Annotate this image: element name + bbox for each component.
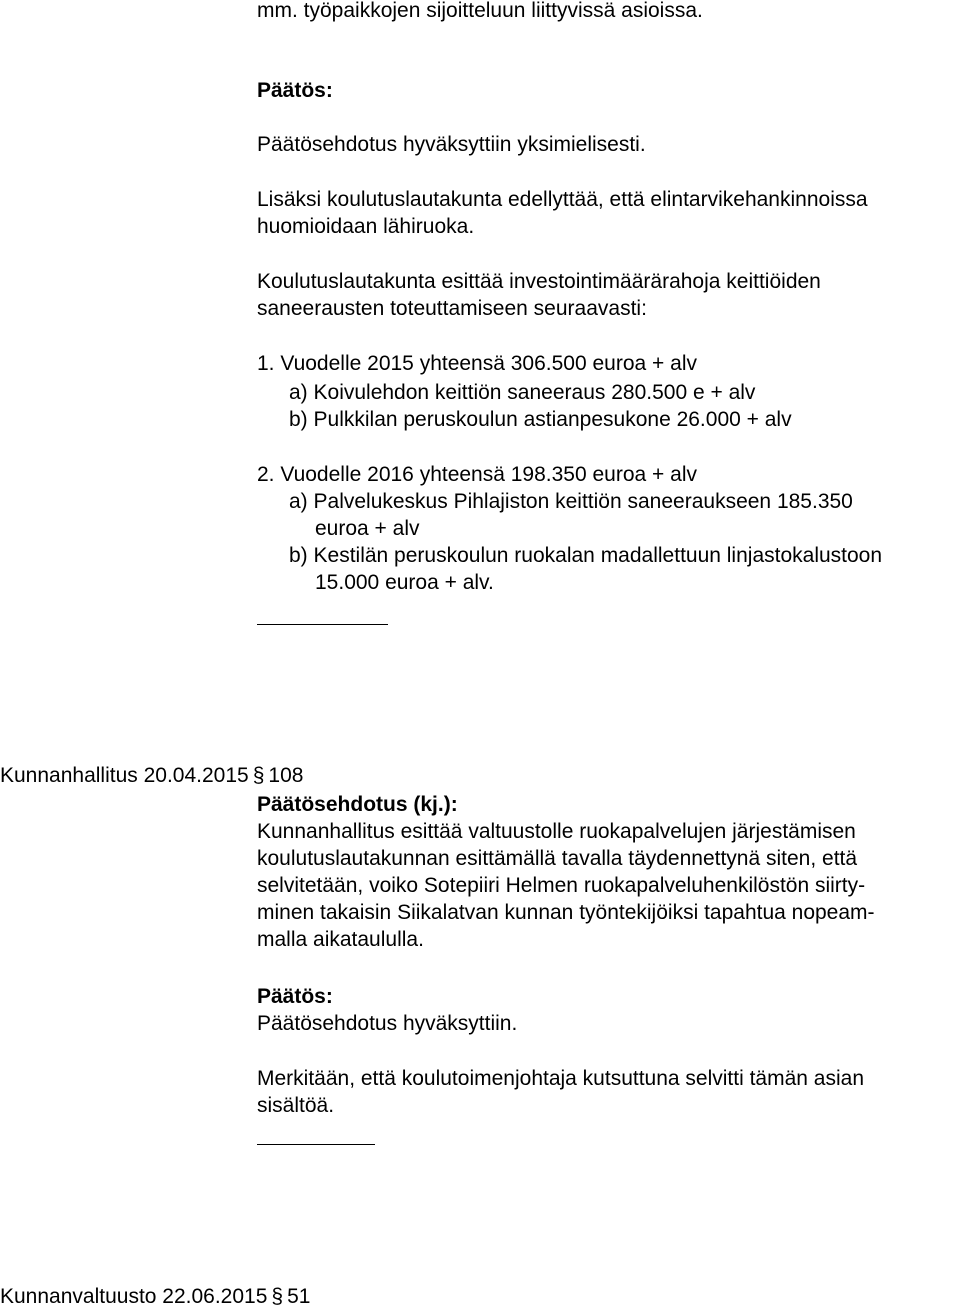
year-2015-item-a: a) Koivulehdon keittiön saneeraus 280.500 e + alv <box>289 381 756 404</box>
year-2016-heading: 2. Vuodelle 2016 yhteensä 198.350 euroa + alv <box>257 463 697 486</box>
decision-heading-2: Päätös: <box>257 985 333 1008</box>
reference-prefix: Kunnanhallitus 20.04.2015 <box>0 764 249 787</box>
reference-number-2: 51 <box>287 1285 311 1308</box>
section-divider-2 <box>257 1144 375 1145</box>
decision-text-2: Päätösehdotus hyväksyttiin. <box>257 1012 518 1035</box>
proposal-text-line-4: minen takaisin Siikalatvan kunnan työntekijöiksi tapahtua nopeam- <box>257 901 875 924</box>
proposal-text-line-2: koulutuslautakunnan esittämällä tavalla täydennettynä siten, että <box>257 847 858 870</box>
proposal-heading: Päätösehdotus (kj.): <box>257 793 458 816</box>
addition-line-1: Lisäksi koulutuslautakunta edellyttää, että elintarvikehankinnoissa <box>257 188 868 211</box>
kunnanhallitus-reference <box>0 763 303 789</box>
year-2015-item-b: b) Pulkkilan peruskoulun astianpesukone 26.000 + alv <box>289 408 792 431</box>
proposal-text-line-1: Kunnanhallitus esittää valtuustolle ruokapalvelujen järjestämisen <box>257 820 856 843</box>
proposal-text-line-3: selvitetään, voiko Sotepiiri Helmen ruokapalveluhenkilöstön siirty- <box>257 874 866 897</box>
addition-line-2: huomioidaan lähiruoka. <box>257 215 475 238</box>
year-2016-item-b-line-1: b) Kestilän peruskoulun ruokalan madallettuun linjastokalustoon <box>289 544 883 567</box>
reference-number: 108 <box>268 764 304 787</box>
proposal-line-2: saneerausten toteuttamiseen seuraavasti: <box>257 297 647 320</box>
year-2016-item-a-line-1: a) Palvelukeskus Pihlajiston keittiön saneeraukseen 185.350 <box>289 490 853 513</box>
proposal-text-line-5: malla aikataululla. <box>257 928 424 951</box>
decision-text: Päätösehdotus hyväksyttiin yksimielisesti. <box>257 133 646 156</box>
kunnanvaltuusto-reference <box>0 1284 310 1310</box>
note-line-2: sisältöä. <box>257 1094 335 1117</box>
year-2015-heading: 1. Vuodelle 2015 yhteensä 306.500 euroa + alv <box>257 352 697 375</box>
note-line-1: Merkitään, että koulutoimenjohtaja kutsuttuna selvitti tämän asian <box>257 1067 865 1090</box>
year-2016-item-b-line-2: 15.000 euroa + alv. <box>315 571 494 594</box>
paragraph-sign-icon: § <box>252 764 265 787</box>
section-divider-1 <box>257 624 388 625</box>
decision-heading: Päätös: <box>257 79 333 102</box>
paragraph-sign-icon: § <box>271 1285 284 1308</box>
reference-prefix-2: Kunnanvaltuusto 22.06.2015 <box>0 1285 268 1308</box>
year-2016-item-a-line-2: euroa + alv <box>315 517 420 540</box>
proposal-line-1: Koulutuslautakunta esittää investointimäärärahoja keittiöiden <box>257 270 821 293</box>
top-line: mm. työpaikkojen sijoitteluun liittyvissä asioissa. <box>257 0 703 22</box>
